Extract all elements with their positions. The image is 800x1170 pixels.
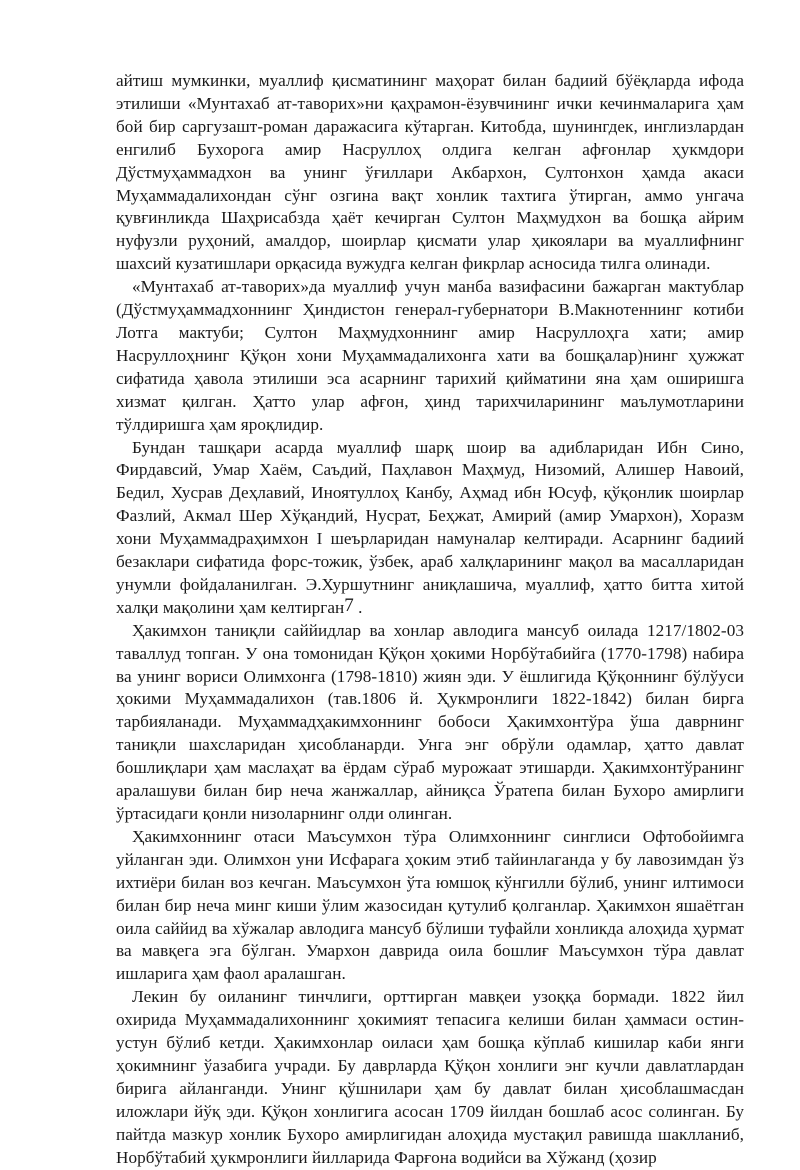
paragraph-4: Ҳакимхон таниқли саййидлар ва хонлар авлодига мансуб оилада 1217/1802-03 таваллуд топган. У она томонидан Қўқон ҳокими Норбўтабийга (1770-1798) набира ва унинг вориси Олимхонга (1798-1810) жиян эди. У ёшлигида Қўқоннинг бўлўуси ҳокими Муҳаммадалихон (тав.1806 й. Ҳукмронлиги 1822-1842) билан бирга тарбияланади. Муҳаммадҳакимхоннинг бобоси Ҳакимхонтўра ўша даврнинг таниқли шахсларидан ҳисобланарди. Унга энг обрўли одамлар, ҳатто давлат бошлиқлари ҳам маслаҳат ва ёрдам сўраб мурожаат этишарди. Ҳакимхонтўранинг аралашуви билан бир неча жанжаллар, айниқса Ўратепа билан Бухоро амирлиги ўртасидаги қонли низоларнинг олди олинган. [116,620,744,823]
paragraph-3-text: Бундан ташқари асарда муаллиф шарқ шоир ва адибларидан Ибн Сино, Фирдавсий, Умар Хаём, Саъдий, Паҳлавон Маҳмуд, Низомий, Алишер Навоий, Бедил, Хусрав Деҳлавий, Иноятуллоҳ Канбу, Аҳмад ибн Юсуф, қўқонлик шоирлар Фазлий, Акмал Шер Хўқандий, Нусрат, Беҳжат, Амирий (амир Умархон), Хоразм хони Муҳаммадраҳимхон I шеърларидан намуналар келтиради. Асарнинг бадиий безаклари сифатида форс-тожик, ўзбек, араб халқларининг мақол ва масалларидан унумли фойдаланилган. Э.Хуршутнинг аниқлашича, муаллиф, ҳатто битта хитой халқи мақолини ҳам келтирган [116,437,744,617]
paragraph-2: «Мунтахаб ат-таворих»да муаллиф учун манба вазифасини бажарган мактублар (Дўстмуҳаммадхоннинг Ҳиндистон генерал-губернатори В.Макнотеннинг котиби Лотга мактуби; Султон Маҳмудхоннинг амир Насруллоҳга хати; амир Насруллоҳнинг Қўқон хони Муҳаммадалихонга хати ва бошқалар)нинг ҳужжат сифатида ҳавола этилиши эса асарнинг тарихий қийматини яна ҳам оширишга хизмат қилган. Ҳатто улар афғон, ҳинд тарихчиларининг маълумотларини тўлдиришга ҳам яроқлидир. [116,277,744,434]
paragraph-3-tail: . [353,597,363,617]
paragraph-3 [116,437,744,620]
paragraph-6: Лекин бу оиланинг тинчлиги, орттирган мавқеи узоққа бормади. 1822 йил охирида Муҳаммадалихоннинг ҳокимият тепасига келиши билан ҳаммаси остин-устун бўлиб кетди. Ҳакимхонлар оиласи ҳам бошқа кўплаб кишилар каби янги ҳокимнинг ўазабига учради. Бу даврларда Қўқон хонлиги энг кучли давлатлардан бирига айланганди. Унинг қўшнилари ҳам бу давлат билан ҳисоблашмасдан иложлари йўқ эди. Қўқон хонлигига асосан 1709 йилдан бошлаб асос солинган. Бу пайтда мазкур хонлик Бухоро амирлигидан алоҳида мустақил равишда шаклланиб, Норбўтабий ҳукмронлиги йилларида Фарғона водийси ва Хўжанд (ҳозир [116,987,744,1167]
document-page [116,70,744,1170]
paragraph-1: айтиш мумкинки, муаллиф қисматининг маҳорат билан бадиий бўёқларда ифода этилиши «Мунтахаб ат-таворих»ни қаҳрамон-ёзувчининг ички кечинмаларига ҳам бой бир саргузашт-роман даражасига кўтарган. Китобда, шунингдек, инглизлардан енгилиб Бухорога амир Насруллоҳ олдига келган афғонлар ҳукмдори Дўстмуҳаммадхон ва унинг ўғиллари Акбархон, Султонхон ҳамда акаси Муҳаммадалихондан сўнг озгина вақт хонлик тахтига ўтирган, аммо унгача қувғинликда Шаҳрисабзда ҳаёт кечирган Султон Маҳмудхон ва бошқа айрим нуфузли руҳоний, амалдор, шоирлар қисмати улар ҳикоялари ва муаллифнинг шахсий кузатишлари орқасида вужудга келган фикрлар асносида тилга олинади. [116,71,744,274]
paragraph-5: Ҳакимхоннинг отаси Маъсумхон тўра Олимхоннинг синглиси Офтобойимга уйланган эди. Олимхон уни Исфарага ҳоким этиб тайинлаганда у бу лавозимдан ўз ихтиёри билан воз кечган. Маъсумхон ўта юмшоқ кўнгилли бўлиб, унинг илтимоси билан бир неча минг киши ўлим жазосидан қутулиб қолганлар. Ҳакимхон яшаётган оила саййид ва хўжалар авлодига мансуб бўлиши туфайли хонликда алоҳида ҳурмат ва мавқега эга бўлган. Умархон даврида оила бошлиғ Маъсумхон тўра давлат ишларига ҳам фаол аралашган. [116,826,744,984]
footnote-reference[interactable]: 7 [344,594,354,616]
